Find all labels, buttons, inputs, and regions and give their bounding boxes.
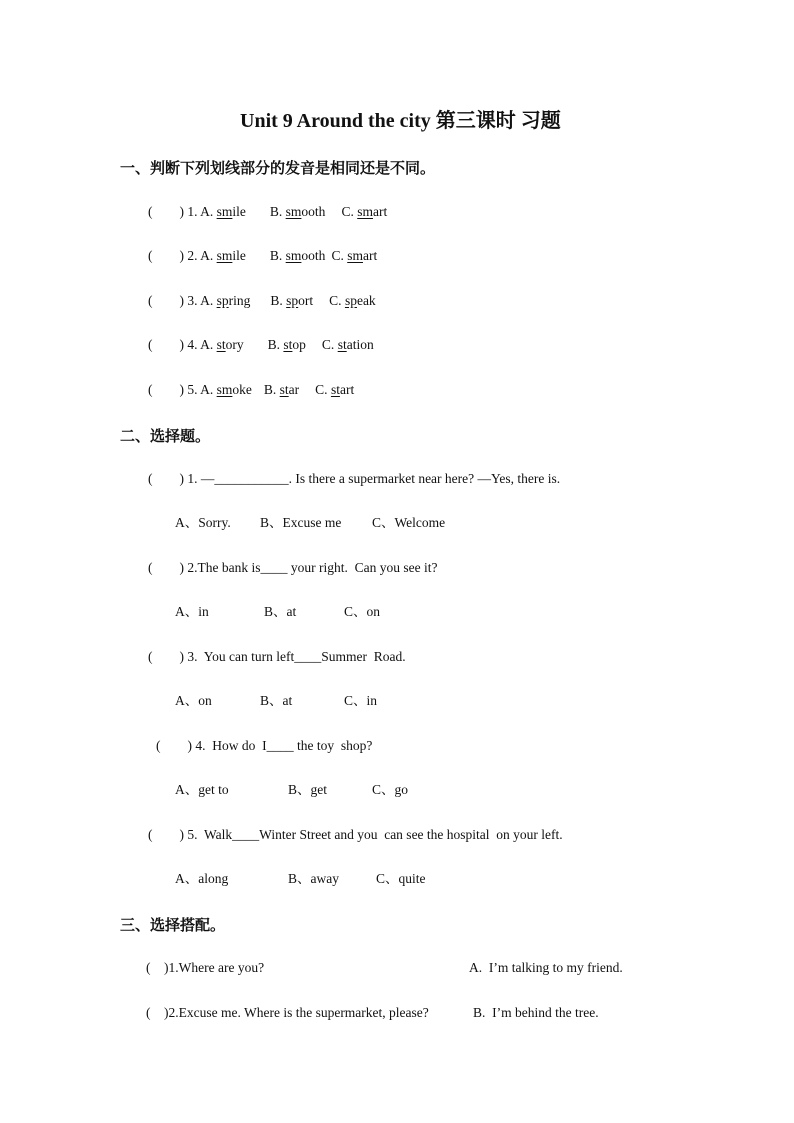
choice-question-1: ( ) 1. —___________. Is there a supermarket near here? —Yes, there is.: [148, 471, 561, 486]
q1-option-c: C、Welcome: [372, 515, 446, 530]
q4-option-c: C、go: [372, 782, 409, 797]
q2-option-a: A、in: [175, 604, 209, 619]
q3-option-a: A、on: [175, 693, 212, 708]
q1-option-b: B、Excuse me: [260, 515, 342, 530]
section3-heading: 三、选择搭配。: [120, 916, 226, 934]
match-answer-b: B. I’m behind the tree.: [473, 1005, 599, 1020]
q1-option-a: A、Sorry.: [175, 515, 231, 530]
phonics-item-5: ( ) 5. A. smoke B. star C. start: [148, 382, 355, 397]
match-question-1: ( )1.Where are you?: [146, 960, 265, 975]
q2-option-b: B、at: [264, 604, 297, 619]
section1-heading: 一、判断下列划线部分的发音是相同还是不同。: [120, 159, 436, 177]
page-title: Unit 9 Around the city 第三课时 习题: [240, 110, 561, 132]
choice-question-2: ( ) 2.The bank is____ your right. Can you see it?: [148, 560, 438, 575]
q2-option-c: C、on: [344, 604, 381, 619]
choice-question-3: ( ) 3. You can turn left____Summer Road.: [148, 649, 406, 664]
choice-question-4: ( ) 4. How do I____ the toy shop?: [156, 738, 373, 753]
q3-option-b: B、at: [260, 693, 293, 708]
match-question-2: ( )2.Excuse me. Where is the supermarket, please?: [146, 1005, 429, 1020]
q4-option-b: B、get: [288, 782, 327, 797]
section2-heading: 二、选择题。: [120, 427, 211, 445]
q3-option-c: C、in: [344, 693, 378, 708]
q5-option-b: B、away: [288, 871, 339, 886]
phonics-item-3: ( ) 3. A. spring B. sport C. speak: [148, 293, 376, 308]
match-answer-a: A. I’m talking to my friend.: [469, 960, 623, 975]
choice-question-5: ( ) 5. Walk____Winter Street and you can see the hospital on your left.: [148, 827, 563, 842]
phonics-item-4: ( ) 4. A. story B. stop C. station: [148, 337, 374, 352]
phonics-item-2: ( ) 2. A. smile B. smooth C. smart: [148, 248, 378, 263]
phonics-item-1: ( ) 1. A. smile B. smooth C. smart: [148, 204, 388, 219]
q5-option-a: A、along: [175, 871, 229, 886]
q4-option-a: A、get to: [175, 782, 229, 797]
q5-option-c: C、quite: [376, 871, 426, 886]
